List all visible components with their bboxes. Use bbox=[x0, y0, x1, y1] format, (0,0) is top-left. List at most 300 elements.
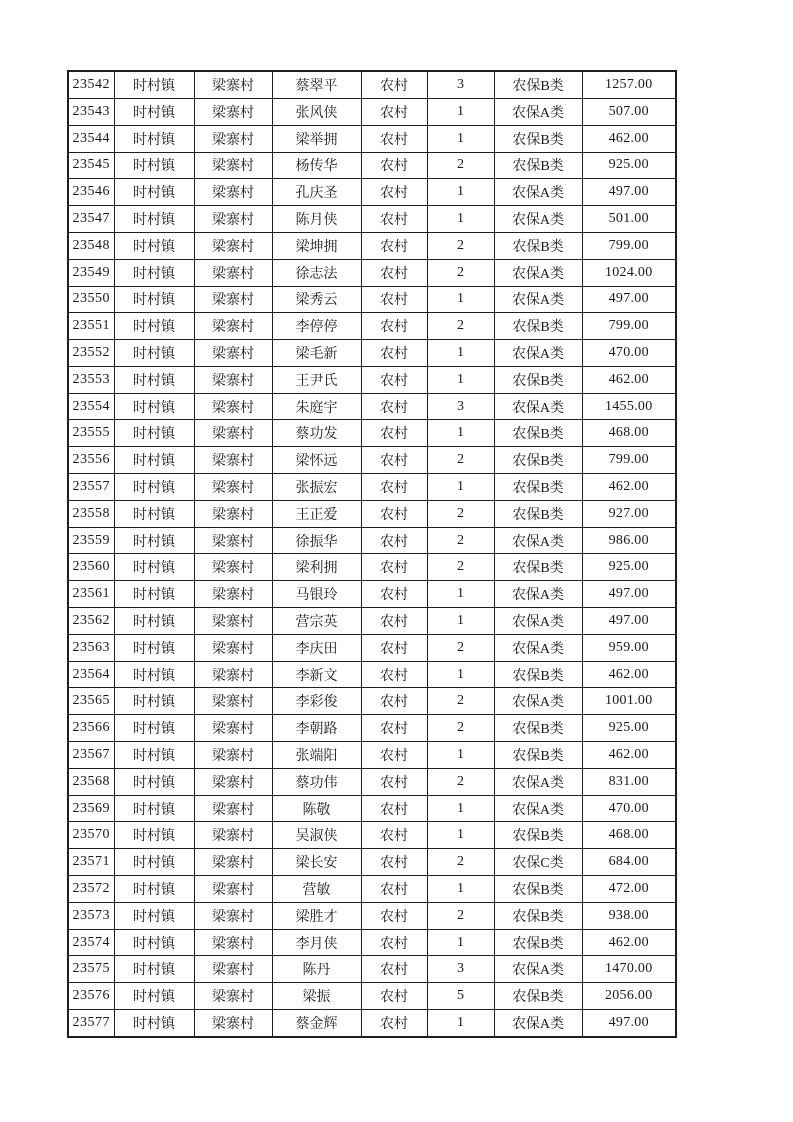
cell-count: 1 bbox=[427, 125, 494, 152]
cell-count: 1 bbox=[427, 929, 494, 956]
cell-category: 农保A类 bbox=[494, 527, 582, 554]
cell-id: 23545 bbox=[68, 152, 114, 179]
cell-name: 王尹氏 bbox=[272, 366, 361, 393]
cell-name: 马银玲 bbox=[272, 581, 361, 608]
cell-amount: 1470.00 bbox=[582, 956, 676, 983]
cell-id: 23567 bbox=[68, 742, 114, 769]
cell-town: 时村镇 bbox=[114, 500, 194, 527]
cell-name: 李月侠 bbox=[272, 929, 361, 956]
cell-id: 23552 bbox=[68, 340, 114, 367]
table-row bbox=[68, 206, 676, 233]
cell-id: 23554 bbox=[68, 393, 114, 420]
table-row bbox=[68, 742, 676, 769]
cell-name: 梁秀云 bbox=[272, 286, 361, 313]
cell-id: 23542 bbox=[68, 71, 114, 98]
table-row bbox=[68, 474, 676, 501]
cell-count: 2 bbox=[427, 634, 494, 661]
table-row bbox=[68, 902, 676, 929]
cell-residence-type: 农村 bbox=[361, 71, 427, 98]
cell-village: 梁寨村 bbox=[194, 715, 272, 742]
cell-amount: 959.00 bbox=[582, 634, 676, 661]
cell-residence-type: 农村 bbox=[361, 125, 427, 152]
cell-category: 农保B类 bbox=[494, 232, 582, 259]
cell-id: 23564 bbox=[68, 661, 114, 688]
cell-id: 23550 bbox=[68, 286, 114, 313]
cell-amount: 470.00 bbox=[582, 795, 676, 822]
cell-category: 农保A类 bbox=[494, 634, 582, 661]
table-row bbox=[68, 1010, 676, 1037]
cell-name: 梁毛新 bbox=[272, 340, 361, 367]
cell-village: 梁寨村 bbox=[194, 902, 272, 929]
cell-amount: 831.00 bbox=[582, 768, 676, 795]
cell-count: 2 bbox=[427, 313, 494, 340]
cell-category: 农保A类 bbox=[494, 286, 582, 313]
cell-id: 23572 bbox=[68, 876, 114, 903]
cell-category: 农保B类 bbox=[494, 742, 582, 769]
cell-village: 梁寨村 bbox=[194, 795, 272, 822]
cell-amount: 472.00 bbox=[582, 876, 676, 903]
cell-amount: 497.00 bbox=[582, 1010, 676, 1037]
cell-category: 农保B类 bbox=[494, 661, 582, 688]
cell-village: 梁寨村 bbox=[194, 929, 272, 956]
cell-village: 梁寨村 bbox=[194, 474, 272, 501]
cell-category: 农保B类 bbox=[494, 983, 582, 1010]
cell-category: 农保C类 bbox=[494, 849, 582, 876]
cell-id: 23544 bbox=[68, 125, 114, 152]
table-body bbox=[68, 71, 676, 1037]
cell-id: 23547 bbox=[68, 206, 114, 233]
cell-village: 梁寨村 bbox=[194, 259, 272, 286]
cell-category: 农保A类 bbox=[494, 393, 582, 420]
cell-village: 梁寨村 bbox=[194, 447, 272, 474]
cell-name: 张端阳 bbox=[272, 742, 361, 769]
table-row bbox=[68, 983, 676, 1010]
cell-count: 2 bbox=[427, 152, 494, 179]
cell-residence-type: 农村 bbox=[361, 715, 427, 742]
cell-town: 时村镇 bbox=[114, 956, 194, 983]
cell-name: 张风侠 bbox=[272, 98, 361, 125]
cell-amount: 938.00 bbox=[582, 902, 676, 929]
cell-amount: 799.00 bbox=[582, 447, 676, 474]
cell-town: 时村镇 bbox=[114, 822, 194, 849]
cell-name: 蔡功发 bbox=[272, 420, 361, 447]
cell-count: 1 bbox=[427, 420, 494, 447]
cell-name: 王正爱 bbox=[272, 500, 361, 527]
cell-category: 农保B类 bbox=[494, 822, 582, 849]
table-row bbox=[68, 581, 676, 608]
cell-category: 农保B类 bbox=[494, 313, 582, 340]
cell-town: 时村镇 bbox=[114, 608, 194, 635]
cell-residence-type: 农村 bbox=[361, 876, 427, 903]
cell-residence-type: 农村 bbox=[361, 420, 427, 447]
table-row bbox=[68, 715, 676, 742]
cell-residence-type: 农村 bbox=[361, 179, 427, 206]
cell-amount: 468.00 bbox=[582, 420, 676, 447]
cell-residence-type: 农村 bbox=[361, 98, 427, 125]
cell-residence-type: 农村 bbox=[361, 232, 427, 259]
cell-category: 农保B类 bbox=[494, 929, 582, 956]
table-row bbox=[68, 554, 676, 581]
cell-id: 23575 bbox=[68, 956, 114, 983]
cell-count: 2 bbox=[427, 768, 494, 795]
table-row bbox=[68, 393, 676, 420]
table-row bbox=[68, 688, 676, 715]
cell-category: 农保B类 bbox=[494, 902, 582, 929]
cell-residence-type: 农村 bbox=[361, 527, 427, 554]
table-row bbox=[68, 152, 676, 179]
cell-category: 农保A类 bbox=[494, 340, 582, 367]
cell-category: 农保A类 bbox=[494, 688, 582, 715]
cell-amount: 497.00 bbox=[582, 608, 676, 635]
cell-residence-type: 农村 bbox=[361, 340, 427, 367]
cell-village: 梁寨村 bbox=[194, 688, 272, 715]
cell-id: 23551 bbox=[68, 313, 114, 340]
cell-residence-type: 农村 bbox=[361, 1010, 427, 1037]
cell-residence-type: 农村 bbox=[361, 929, 427, 956]
table-row bbox=[68, 929, 676, 956]
cell-residence-type: 农村 bbox=[361, 795, 427, 822]
cell-residence-type: 农村 bbox=[361, 393, 427, 420]
cell-category: 农保B类 bbox=[494, 420, 582, 447]
cell-name: 李庆田 bbox=[272, 634, 361, 661]
cell-amount: 462.00 bbox=[582, 366, 676, 393]
cell-name: 李停停 bbox=[272, 313, 361, 340]
cell-town: 时村镇 bbox=[114, 983, 194, 1010]
cell-amount: 462.00 bbox=[582, 125, 676, 152]
cell-amount: 799.00 bbox=[582, 232, 676, 259]
cell-id: 23560 bbox=[68, 554, 114, 581]
cell-name: 蔡翠平 bbox=[272, 71, 361, 98]
cell-id: 23559 bbox=[68, 527, 114, 554]
cell-residence-type: 农村 bbox=[361, 634, 427, 661]
cell-town: 时村镇 bbox=[114, 715, 194, 742]
roster-table bbox=[67, 70, 677, 1038]
cell-count: 1 bbox=[427, 340, 494, 367]
cell-town: 时村镇 bbox=[114, 581, 194, 608]
cell-town: 时村镇 bbox=[114, 366, 194, 393]
cell-id: 23573 bbox=[68, 902, 114, 929]
cell-town: 时村镇 bbox=[114, 661, 194, 688]
cell-name: 梁坤拥 bbox=[272, 232, 361, 259]
cell-category: 农保A类 bbox=[494, 795, 582, 822]
cell-town: 时村镇 bbox=[114, 71, 194, 98]
cell-category: 农保B类 bbox=[494, 447, 582, 474]
cell-category: 农保A类 bbox=[494, 956, 582, 983]
cell-count: 1 bbox=[427, 474, 494, 501]
table-row bbox=[68, 179, 676, 206]
table-row bbox=[68, 608, 676, 635]
table-row bbox=[68, 125, 676, 152]
cell-name: 孔庆圣 bbox=[272, 179, 361, 206]
cell-name: 徐志法 bbox=[272, 259, 361, 286]
cell-id: 23577 bbox=[68, 1010, 114, 1037]
cell-village: 梁寨村 bbox=[194, 876, 272, 903]
cell-count: 1 bbox=[427, 608, 494, 635]
cell-town: 时村镇 bbox=[114, 742, 194, 769]
cell-town: 时村镇 bbox=[114, 206, 194, 233]
cell-count: 2 bbox=[427, 447, 494, 474]
cell-village: 梁寨村 bbox=[194, 1010, 272, 1037]
cell-amount: 462.00 bbox=[582, 929, 676, 956]
cell-name: 蔡功伟 bbox=[272, 768, 361, 795]
cell-name: 徐振华 bbox=[272, 527, 361, 554]
cell-count: 2 bbox=[427, 849, 494, 876]
cell-town: 时村镇 bbox=[114, 340, 194, 367]
cell-id: 23557 bbox=[68, 474, 114, 501]
cell-name: 李朝路 bbox=[272, 715, 361, 742]
cell-village: 梁寨村 bbox=[194, 125, 272, 152]
cell-category: 农保A类 bbox=[494, 1010, 582, 1037]
cell-count: 1 bbox=[427, 795, 494, 822]
cell-id: 23562 bbox=[68, 608, 114, 635]
cell-residence-type: 农村 bbox=[361, 822, 427, 849]
cell-count: 2 bbox=[427, 232, 494, 259]
cell-residence-type: 农村 bbox=[361, 554, 427, 581]
table-row bbox=[68, 313, 676, 340]
table-row bbox=[68, 286, 676, 313]
cell-town: 时村镇 bbox=[114, 849, 194, 876]
cell-village: 梁寨村 bbox=[194, 206, 272, 233]
cell-amount: 497.00 bbox=[582, 286, 676, 313]
cell-amount: 2056.00 bbox=[582, 983, 676, 1010]
cell-name: 梁胜才 bbox=[272, 902, 361, 929]
cell-residence-type: 农村 bbox=[361, 313, 427, 340]
cell-id: 23576 bbox=[68, 983, 114, 1010]
cell-count: 1 bbox=[427, 581, 494, 608]
cell-town: 时村镇 bbox=[114, 527, 194, 554]
cell-village: 梁寨村 bbox=[194, 366, 272, 393]
cell-category: 农保B类 bbox=[494, 125, 582, 152]
cell-id: 23553 bbox=[68, 366, 114, 393]
cell-village: 梁寨村 bbox=[194, 822, 272, 849]
cell-amount: 470.00 bbox=[582, 340, 676, 367]
cell-residence-type: 农村 bbox=[361, 366, 427, 393]
cell-category: 农保B类 bbox=[494, 876, 582, 903]
cell-id: 23555 bbox=[68, 420, 114, 447]
cell-category: 农保B类 bbox=[494, 71, 582, 98]
cell-id: 23570 bbox=[68, 822, 114, 849]
cell-town: 时村镇 bbox=[114, 634, 194, 661]
cell-village: 梁寨村 bbox=[194, 742, 272, 769]
table-row bbox=[68, 876, 676, 903]
cell-town: 时村镇 bbox=[114, 1010, 194, 1037]
cell-town: 时村镇 bbox=[114, 98, 194, 125]
cell-town: 时村镇 bbox=[114, 179, 194, 206]
cell-amount: 501.00 bbox=[582, 206, 676, 233]
cell-id: 23566 bbox=[68, 715, 114, 742]
cell-count: 2 bbox=[427, 259, 494, 286]
cell-count: 1 bbox=[427, 286, 494, 313]
cell-residence-type: 农村 bbox=[361, 849, 427, 876]
table-row bbox=[68, 259, 676, 286]
cell-town: 时村镇 bbox=[114, 474, 194, 501]
table-row bbox=[68, 447, 676, 474]
cell-category: 农保A类 bbox=[494, 98, 582, 125]
cell-id: 23558 bbox=[68, 500, 114, 527]
cell-count: 1 bbox=[427, 366, 494, 393]
cell-id: 23546 bbox=[68, 179, 114, 206]
cell-amount: 1024.00 bbox=[582, 259, 676, 286]
cell-id: 23556 bbox=[68, 447, 114, 474]
cell-name: 梁怀远 bbox=[272, 447, 361, 474]
table-row bbox=[68, 661, 676, 688]
cell-count: 3 bbox=[427, 393, 494, 420]
cell-village: 梁寨村 bbox=[194, 152, 272, 179]
cell-residence-type: 农村 bbox=[361, 661, 427, 688]
cell-count: 1 bbox=[427, 742, 494, 769]
cell-village: 梁寨村 bbox=[194, 608, 272, 635]
cell-id: 23561 bbox=[68, 581, 114, 608]
cell-count: 2 bbox=[427, 902, 494, 929]
cell-name: 营宗英 bbox=[272, 608, 361, 635]
cell-residence-type: 农村 bbox=[361, 902, 427, 929]
cell-village: 梁寨村 bbox=[194, 849, 272, 876]
cell-town: 时村镇 bbox=[114, 420, 194, 447]
cell-name: 陈月侠 bbox=[272, 206, 361, 233]
cell-name: 陈丹 bbox=[272, 956, 361, 983]
table-row bbox=[68, 795, 676, 822]
cell-id: 23568 bbox=[68, 768, 114, 795]
cell-id: 23543 bbox=[68, 98, 114, 125]
cell-name: 营敏 bbox=[272, 876, 361, 903]
cell-village: 梁寨村 bbox=[194, 232, 272, 259]
cell-id: 23563 bbox=[68, 634, 114, 661]
cell-count: 1 bbox=[427, 1010, 494, 1037]
table-row bbox=[68, 822, 676, 849]
cell-residence-type: 农村 bbox=[361, 581, 427, 608]
cell-id: 23571 bbox=[68, 849, 114, 876]
cell-name: 梁举拥 bbox=[272, 125, 361, 152]
cell-village: 梁寨村 bbox=[194, 581, 272, 608]
cell-category: 农保B类 bbox=[494, 474, 582, 501]
cell-town: 时村镇 bbox=[114, 152, 194, 179]
cell-count: 3 bbox=[427, 71, 494, 98]
table-row bbox=[68, 420, 676, 447]
cell-village: 梁寨村 bbox=[194, 634, 272, 661]
cell-name: 梁利拥 bbox=[272, 554, 361, 581]
cell-residence-type: 农村 bbox=[361, 286, 427, 313]
cell-id: 23569 bbox=[68, 795, 114, 822]
cell-town: 时村镇 bbox=[114, 313, 194, 340]
cell-village: 梁寨村 bbox=[194, 661, 272, 688]
table-row bbox=[68, 98, 676, 125]
cell-count: 3 bbox=[427, 956, 494, 983]
cell-id: 23548 bbox=[68, 232, 114, 259]
cell-village: 梁寨村 bbox=[194, 286, 272, 313]
cell-category: 农保A类 bbox=[494, 608, 582, 635]
cell-town: 时村镇 bbox=[114, 447, 194, 474]
cell-amount: 799.00 bbox=[582, 313, 676, 340]
cell-name: 朱庭宇 bbox=[272, 393, 361, 420]
cell-amount: 927.00 bbox=[582, 500, 676, 527]
cell-count: 1 bbox=[427, 661, 494, 688]
cell-category: 农保A类 bbox=[494, 259, 582, 286]
cell-amount: 1001.00 bbox=[582, 688, 676, 715]
cell-amount: 1257.00 bbox=[582, 71, 676, 98]
cell-amount: 925.00 bbox=[582, 715, 676, 742]
cell-count: 1 bbox=[427, 206, 494, 233]
cell-category: 农保B类 bbox=[494, 554, 582, 581]
cell-town: 时村镇 bbox=[114, 232, 194, 259]
cell-residence-type: 农村 bbox=[361, 206, 427, 233]
table-row bbox=[68, 71, 676, 98]
cell-name: 陈敬 bbox=[272, 795, 361, 822]
cell-residence-type: 农村 bbox=[361, 688, 427, 715]
table-row bbox=[68, 768, 676, 795]
cell-town: 时村镇 bbox=[114, 125, 194, 152]
cell-village: 梁寨村 bbox=[194, 420, 272, 447]
cell-residence-type: 农村 bbox=[361, 956, 427, 983]
cell-residence-type: 农村 bbox=[361, 500, 427, 527]
cell-village: 梁寨村 bbox=[194, 983, 272, 1010]
cell-residence-type: 农村 bbox=[361, 447, 427, 474]
cell-village: 梁寨村 bbox=[194, 71, 272, 98]
cell-village: 梁寨村 bbox=[194, 554, 272, 581]
cell-category: 农保B类 bbox=[494, 366, 582, 393]
cell-town: 时村镇 bbox=[114, 929, 194, 956]
cell-amount: 462.00 bbox=[582, 661, 676, 688]
cell-town: 时村镇 bbox=[114, 768, 194, 795]
cell-residence-type: 农村 bbox=[361, 474, 427, 501]
cell-amount: 497.00 bbox=[582, 179, 676, 206]
table-row bbox=[68, 366, 676, 393]
cell-category: 农保A类 bbox=[494, 581, 582, 608]
cell-amount: 462.00 bbox=[582, 474, 676, 501]
cell-category: 农保A类 bbox=[494, 206, 582, 233]
cell-town: 时村镇 bbox=[114, 286, 194, 313]
cell-residence-type: 农村 bbox=[361, 742, 427, 769]
table-row bbox=[68, 634, 676, 661]
cell-name: 梁振 bbox=[272, 983, 361, 1010]
cell-amount: 507.00 bbox=[582, 98, 676, 125]
cell-village: 梁寨村 bbox=[194, 393, 272, 420]
cell-count: 1 bbox=[427, 822, 494, 849]
cell-name: 李新文 bbox=[272, 661, 361, 688]
cell-category: 农保B类 bbox=[494, 152, 582, 179]
cell-town: 时村镇 bbox=[114, 259, 194, 286]
cell-village: 梁寨村 bbox=[194, 179, 272, 206]
cell-name: 蔡金辉 bbox=[272, 1010, 361, 1037]
cell-residence-type: 农村 bbox=[361, 152, 427, 179]
cell-village: 梁寨村 bbox=[194, 527, 272, 554]
cell-name: 杨传华 bbox=[272, 152, 361, 179]
cell-amount: 1455.00 bbox=[582, 393, 676, 420]
cell-amount: 925.00 bbox=[582, 554, 676, 581]
cell-count: 1 bbox=[427, 98, 494, 125]
cell-village: 梁寨村 bbox=[194, 500, 272, 527]
cell-town: 时村镇 bbox=[114, 902, 194, 929]
cell-village: 梁寨村 bbox=[194, 98, 272, 125]
cell-name: 梁长安 bbox=[272, 849, 361, 876]
cell-count: 5 bbox=[427, 983, 494, 1010]
cell-category: 农保A类 bbox=[494, 179, 582, 206]
table-row bbox=[68, 232, 676, 259]
cell-amount: 497.00 bbox=[582, 581, 676, 608]
cell-category: 农保A类 bbox=[494, 768, 582, 795]
cell-village: 梁寨村 bbox=[194, 313, 272, 340]
cell-village: 梁寨村 bbox=[194, 768, 272, 795]
cell-residence-type: 农村 bbox=[361, 259, 427, 286]
cell-residence-type: 农村 bbox=[361, 983, 427, 1010]
table-row bbox=[68, 849, 676, 876]
cell-town: 时村镇 bbox=[114, 795, 194, 822]
cell-count: 2 bbox=[427, 688, 494, 715]
cell-id: 23549 bbox=[68, 259, 114, 286]
cell-category: 农保B类 bbox=[494, 500, 582, 527]
cell-amount: 986.00 bbox=[582, 527, 676, 554]
cell-residence-type: 农村 bbox=[361, 608, 427, 635]
cell-village: 梁寨村 bbox=[194, 340, 272, 367]
